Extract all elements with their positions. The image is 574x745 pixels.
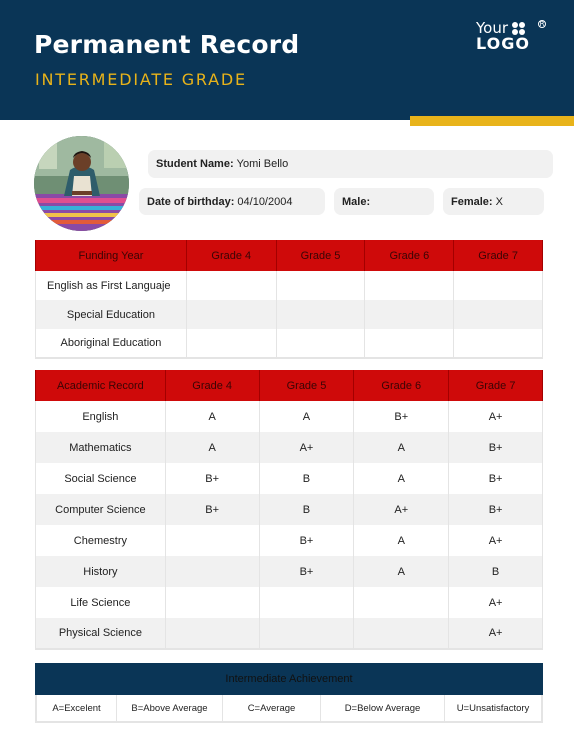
- subject-cell: Social Science: [36, 463, 166, 494]
- grade-cell: [165, 525, 259, 556]
- grade-cell: A+: [449, 587, 543, 618]
- grade-legend: [35, 695, 543, 723]
- table-cell: [454, 329, 543, 358]
- funding-label-cell: Aboriginal Education: [36, 329, 187, 358]
- table-row: [36, 463, 543, 494]
- legend-item: C=Average: [223, 695, 321, 721]
- funding-header-cell: Grade 7: [454, 240, 543, 271]
- grade-cell: A+: [449, 618, 543, 649]
- academic-header-cell: Grade 6: [354, 370, 449, 401]
- table-row: [36, 271, 543, 300]
- academic-header-cell: Grade 5: [259, 370, 354, 401]
- male-field: [334, 188, 434, 215]
- subject-cell: Physical Science: [36, 618, 166, 649]
- legend-item: U=Unsatisfactory: [456, 702, 530, 714]
- clover-icon: [512, 22, 525, 35]
- table-cell: [276, 271, 365, 300]
- funding-header-cell: Grade 6: [365, 240, 454, 271]
- grade-cell: B+: [449, 432, 543, 463]
- academic-header-cell: Grade 7: [449, 370, 543, 401]
- student-name-field: [148, 150, 553, 178]
- table-row: [36, 525, 543, 556]
- grade-cell: A: [354, 432, 449, 463]
- subject-cell: Mathematics: [36, 432, 166, 463]
- logo-text-bottom: LOGO: [476, 34, 530, 53]
- grade-cell: [259, 587, 354, 618]
- legend-item: A=Excelent: [37, 695, 117, 721]
- grade-cell: A: [354, 463, 449, 494]
- grade-cell: A: [354, 525, 449, 556]
- subject-cell: Computer Science: [36, 494, 166, 525]
- grade-cell: B+: [165, 463, 259, 494]
- grade-cell: B+: [449, 463, 543, 494]
- table-cell: [276, 329, 365, 358]
- academic-table: [35, 370, 543, 650]
- funding-header-cell: Grade 5: [276, 240, 365, 271]
- subject-cell: Life Science: [36, 587, 166, 618]
- table-cell: [276, 300, 365, 329]
- grade-cell: [354, 618, 449, 649]
- grade-cell: A: [354, 556, 449, 587]
- grade-cell: B+: [165, 494, 259, 525]
- accent-bar: [410, 116, 574, 126]
- grade-cell: A+: [449, 401, 543, 432]
- grade-cell: [259, 618, 354, 649]
- legend-item: D=Below Average: [321, 695, 445, 721]
- header-banner: [0, 0, 574, 120]
- grade-cell: [165, 556, 259, 587]
- grade-cell: A: [259, 401, 354, 432]
- grade-cell: [165, 618, 259, 649]
- funding-label-cell: Special Education: [36, 300, 187, 329]
- logo-text-top: Your: [476, 19, 509, 37]
- table-row: [36, 401, 543, 432]
- subject-cell: Chemestry: [36, 525, 166, 556]
- funding-header-row: [36, 240, 543, 271]
- table-cell: [365, 329, 454, 358]
- grade-cell: A+: [449, 525, 543, 556]
- funding-table: [35, 240, 543, 359]
- grade-cell: B+: [259, 525, 354, 556]
- grade-cell: B+: [259, 556, 354, 587]
- table-cell: [365, 300, 454, 329]
- academic-header-cell: Academic Record: [36, 370, 166, 401]
- student-name-value: Yomi Bello: [236, 158, 289, 170]
- table-row: [36, 300, 543, 329]
- table-row: [36, 556, 543, 587]
- subject-cell: History: [36, 556, 166, 587]
- grade-cell: A+: [354, 494, 449, 525]
- table-cell: [186, 300, 276, 329]
- female-label: Female:: [451, 195, 493, 208]
- female-field: [443, 188, 544, 215]
- table-cell: [454, 271, 543, 300]
- table-row: [36, 432, 543, 463]
- achievement-header: Intermediate Achievement: [35, 663, 543, 695]
- logo: [476, 19, 545, 53]
- table-row: [36, 494, 543, 525]
- grade-cell: A: [165, 401, 259, 432]
- funding-header-cell: Grade 4: [186, 240, 276, 271]
- subject-cell: English: [36, 401, 166, 432]
- grade-cell: B: [259, 463, 354, 494]
- academic-header-cell: Grade 4: [165, 370, 259, 401]
- legend-item: B=Above Average: [117, 695, 223, 721]
- grade-cell: [165, 587, 259, 618]
- student-name-label: Student Name:: [156, 158, 234, 170]
- dob-label: Date of birthday:: [147, 195, 235, 208]
- page-title: Permanent Record: [34, 30, 300, 59]
- academic-header-row: [36, 370, 543, 401]
- female-value: X: [495, 195, 503, 208]
- dob-value: 04/10/2004: [237, 195, 293, 208]
- male-label: Male:: [342, 195, 371, 208]
- grade-cell: A+: [259, 432, 354, 463]
- table-row: [36, 618, 543, 649]
- table-row: [36, 329, 543, 358]
- table-cell: [454, 300, 543, 329]
- dob-field: [139, 188, 325, 215]
- grade-cell: B+: [354, 401, 449, 432]
- student-photo: [34, 136, 129, 231]
- grade-cell: A: [165, 432, 259, 463]
- grade-cell: B+: [449, 494, 543, 525]
- registered-icon: R: [539, 20, 545, 28]
- funding-header-cell: Funding Year: [36, 240, 187, 271]
- grade-cell: B: [449, 556, 543, 587]
- page-subtitle: INTERMEDIATE GRADE: [35, 70, 247, 89]
- grade-cell: B: [259, 494, 354, 525]
- funding-label-cell: English as First Languaje: [36, 271, 187, 300]
- table-cell: [186, 329, 276, 358]
- table-row: [36, 587, 543, 618]
- grade-cell: [354, 587, 449, 618]
- table-cell: [365, 271, 454, 300]
- table-cell: [186, 271, 276, 300]
